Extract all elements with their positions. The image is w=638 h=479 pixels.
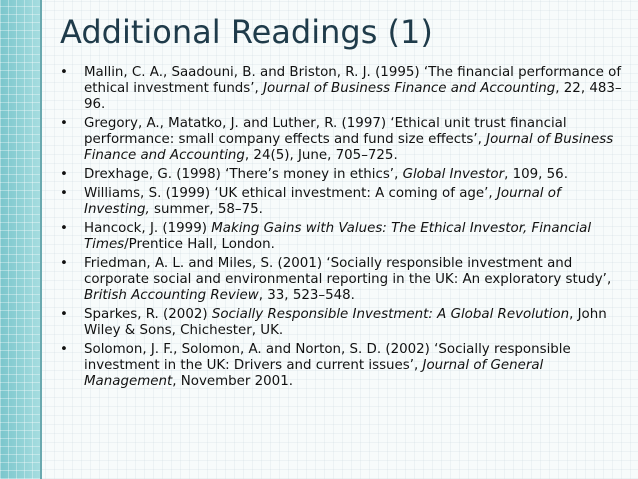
- reference-item: [60, 307, 625, 339]
- bullet-icon: •: [60, 307, 68, 322]
- reference-text: Hancock, J. (1999): [84, 221, 212, 236]
- reference-text: , John Wiley & Sons, Chichester, UK.: [84, 307, 607, 338]
- reference-source: Making Gains with Values: The Ethical Investor, Financial Times: [84, 221, 592, 252]
- reference-list: [60, 65, 625, 393]
- reference-source: Global Investor: [402, 167, 505, 182]
- reference-source: Journal of Business Finance and Accounting: [84, 132, 614, 163]
- reference-text: , 24(5), June, 705–725.: [244, 148, 398, 163]
- reference-item: [60, 65, 625, 113]
- reference-text: , 22, 483–96.: [84, 81, 622, 112]
- reference-text: Mallin, C. A., Saadouni, B. and Briston, R. J. (1995) ‘The financial performance of ethical investment funds’,: [84, 65, 622, 96]
- reference-item: [60, 167, 625, 183]
- reference-text: Friedman, A. L. and Miles, S. (2001) ‘Socially responsible investment and corporate social and environmental reporting in the UK: An exploratory study’,: [84, 256, 612, 287]
- reference-text: , 109, 56.: [504, 167, 568, 182]
- slide-title: Additional Readings (1): [60, 13, 433, 51]
- reference-text: , November 2001.: [172, 374, 293, 389]
- bullet-icon: •: [60, 116, 68, 131]
- reference-text: summer, 58–75.: [149, 202, 263, 217]
- reference-item: [60, 342, 625, 390]
- reference-text: /Prentice Hall, London.: [124, 237, 275, 252]
- bullet-icon: •: [60, 65, 68, 80]
- decorative-side-band: [0, 0, 40, 479]
- reference-item: [60, 221, 625, 253]
- bullet-icon: •: [60, 167, 68, 182]
- bullet-icon: •: [60, 221, 68, 236]
- reference-text: Williams, S. (1999) ‘UK ethical investment: A coming of age’,: [84, 186, 497, 201]
- reference-text: Sparkes, R. (2002): [84, 307, 212, 322]
- reference-item: [60, 116, 625, 164]
- reference-item: [60, 186, 625, 218]
- reference-text: Gregory, A., Matatko, J. and Luther, R. (1997) ‘Ethical unit trust financial performance: small company effects and fund size effects’,: [84, 116, 567, 147]
- reference-item: [60, 256, 625, 304]
- bullet-icon: •: [60, 256, 68, 271]
- bullet-icon: •: [60, 186, 68, 201]
- reference-source: Journal of Investing,: [84, 186, 561, 217]
- reference-source: Journal of Business Finance and Accounting: [263, 81, 556, 96]
- reference-text: , 33, 523–548.: [258, 288, 355, 303]
- reference-source: Journal of General Management: [84, 358, 544, 389]
- bullet-icon: •: [60, 342, 68, 357]
- reference-text: Solomon, J. F., Solomon, A. and Norton, S. D. (2002) ‘Socially responsible investment in the UK: Drivers and current issues’,: [84, 342, 571, 373]
- reference-source: Socially Responsible Investment: A Global Revolution: [211, 307, 570, 322]
- reference-source: British Accounting Review: [84, 288, 259, 303]
- side-band-divider: [40, 0, 42, 479]
- reference-text: Drexhage, G. (1998) ‘There’s money in ethics’,: [84, 167, 403, 182]
